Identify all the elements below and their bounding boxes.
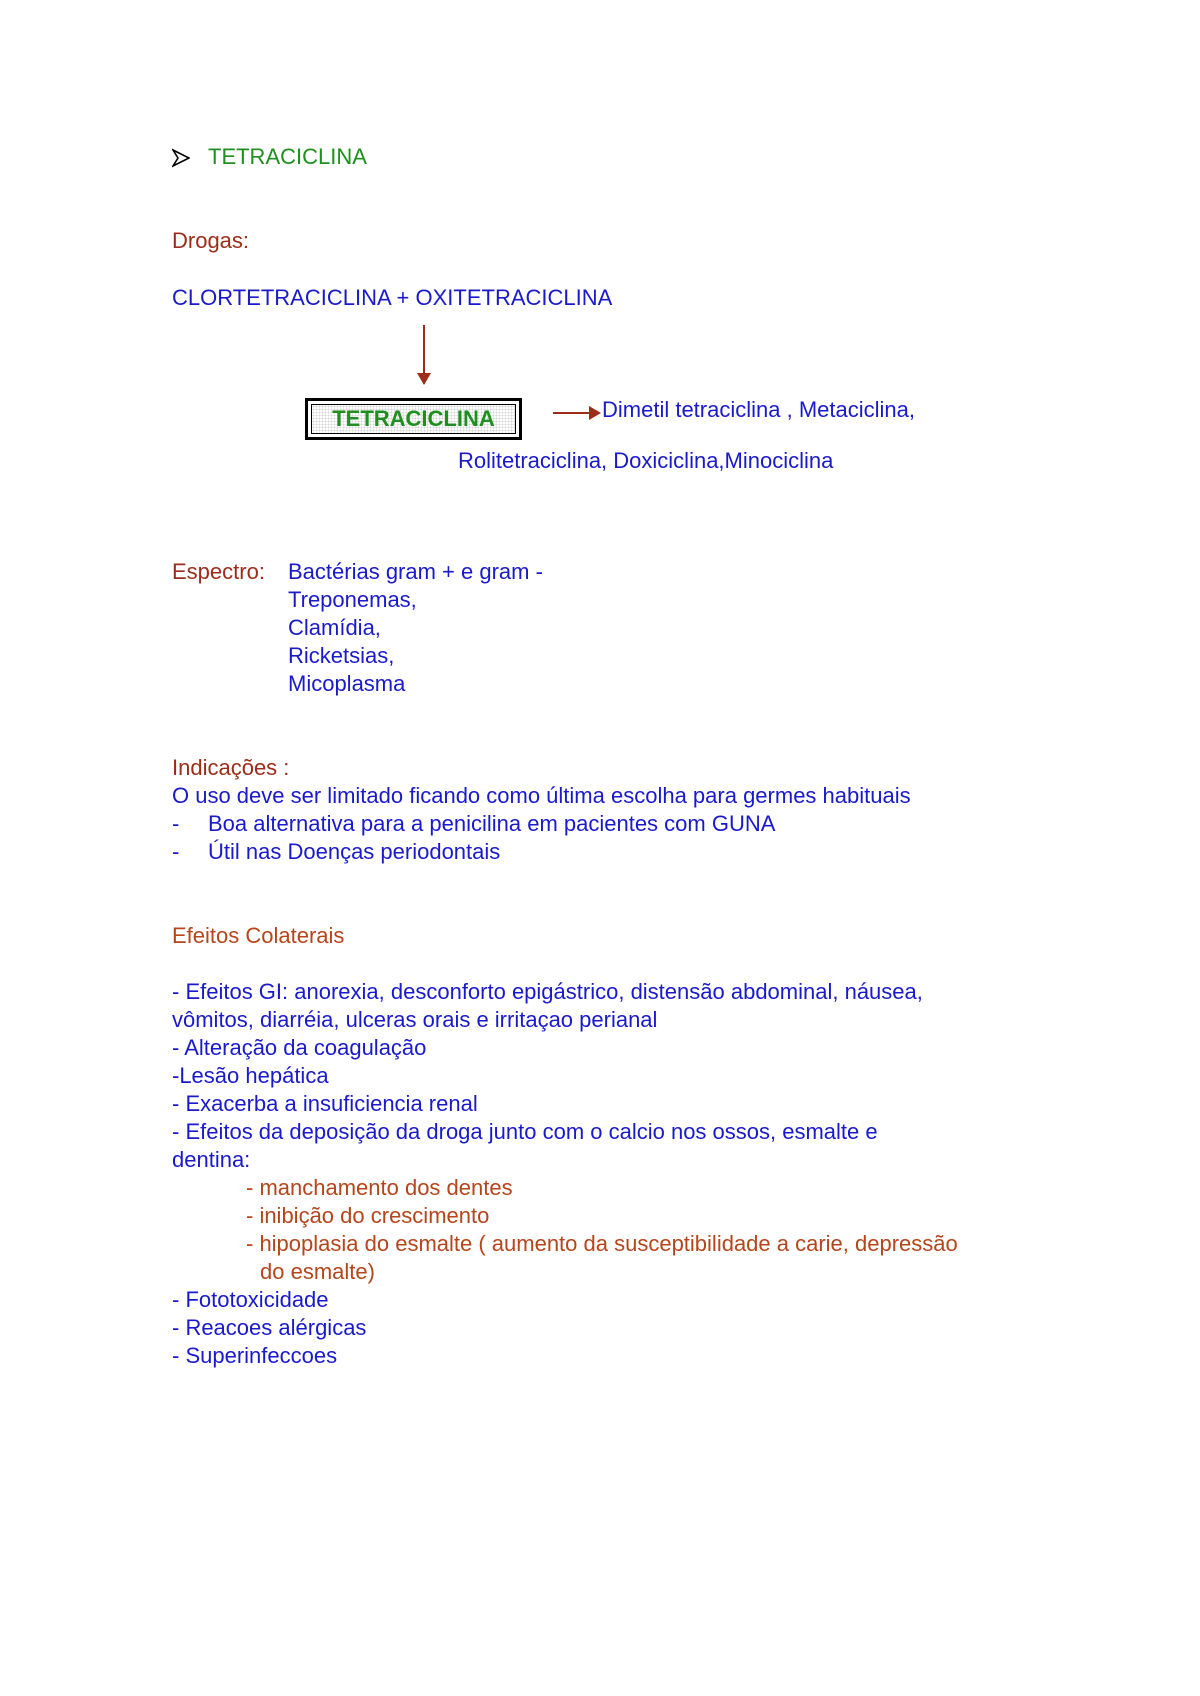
efeitos-label: Efeitos Colaterais [172, 923, 345, 948]
efeitos-line: -Lesão hepática [172, 1063, 329, 1088]
espectro-item: Micoplasma [288, 671, 406, 696]
indicacoes-label: Indicações : [172, 755, 290, 780]
bullet-dash: - [172, 811, 180, 836]
tetraciclina-box [305, 398, 522, 440]
efeitos-line: - Efeitos GI: anorexia, desconforto epigástrico, distensão abdominal, náusea, [172, 979, 923, 1004]
efeitos-line: - Fototoxicidade [172, 1287, 329, 1312]
arrow-bullet-icon [172, 148, 190, 168]
efeitos-sub-item: do esmalte) [260, 1259, 375, 1284]
efeitos-sub-item: - manchamento dos dentes [246, 1175, 513, 1200]
efeitos-line: - Reacoes alérgicas [172, 1315, 367, 1340]
espectro-item: Bactérias gram + e gram - [288, 559, 543, 584]
bullet-text: Boa alternativa para a penicilina em pacientes com GUNA [208, 811, 776, 836]
indicacoes-bullet [172, 810, 775, 838]
right-arrow-icon [553, 405, 603, 421]
derivatives-line-1: Dimetil tetraciclina , Metaciclina, [602, 397, 915, 422]
section-title: TETRACICLINA [208, 144, 367, 169]
efeitos-line: - Exacerba a insuficiencia renal [172, 1091, 478, 1116]
espectro-item: Clamídia, [288, 615, 381, 640]
espectro-item: Ricketsias, [288, 643, 395, 668]
efeitos-line: vômitos, diarréia, ulceras orais e irritaçao perianal [172, 1007, 658, 1032]
source-drugs: CLORTETRACICLINA + OXITETRACICLINA [172, 285, 613, 310]
efeitos-line: - Superinfeccoes [172, 1343, 338, 1368]
efeitos-line: - Alteração da coagulação [172, 1035, 427, 1060]
efeitos-sub-item: - hipoplasia do esmalte ( aumento da susceptibilidade a carie, depressão [246, 1231, 958, 1256]
efeitos-line: dentina: [172, 1147, 251, 1172]
bullet-dash: - [172, 839, 180, 864]
espectro-label: Espectro: [172, 559, 265, 584]
indicacoes-intro: O uso deve ser limitado ficando como última escolha para germes habituais [172, 783, 911, 808]
derivatives-line-2: Rolitetraciclina, Doxiciclina,Minociclina [458, 448, 834, 473]
efeitos-line: - Efeitos da deposição da droga junto com o calcio nos ossos, esmalte e [172, 1119, 878, 1144]
indicacoes-bullet [172, 838, 500, 866]
efeitos-sub-item: - inibição do crescimento [246, 1203, 490, 1228]
espectro-item: Treponemas, [288, 587, 417, 612]
down-arrow-icon [416, 325, 432, 387]
tetraciclina-box-label: TETRACICLINA [311, 404, 516, 434]
bullet-text: Útil nas Doenças periodontais [208, 839, 501, 864]
drogas-label: Drogas: [172, 228, 250, 253]
